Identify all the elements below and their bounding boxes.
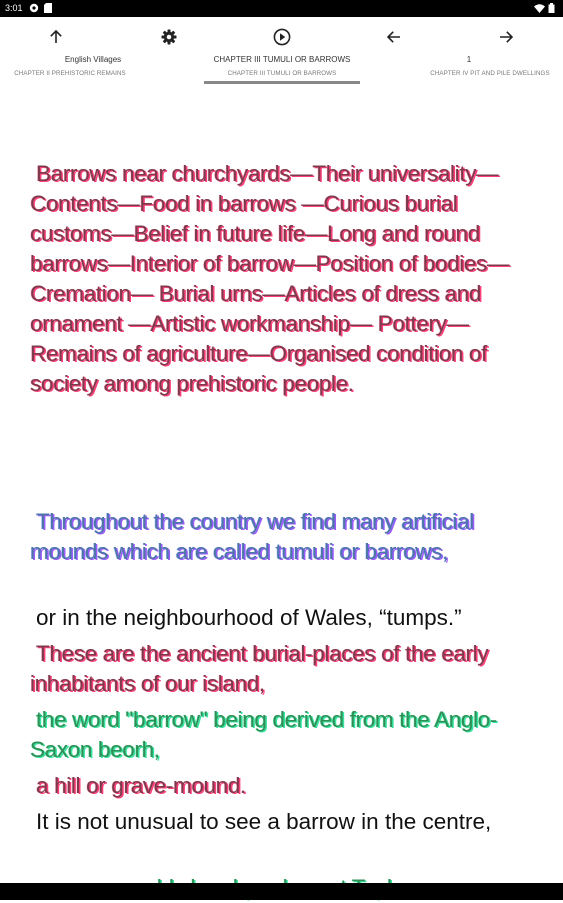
arrow-left-icon	[387, 30, 401, 44]
wifi-icon	[534, 5, 548, 15]
gear-icon	[161, 29, 177, 45]
current-chapter-title[interactable]: CHAPTER III TUMULI OR BARROWS	[213, 55, 351, 64]
reader-toolbar	[0, 17, 563, 87]
previous-chapter-link[interactable]: CHAPTER II PREHISTORIC REMAINS	[14, 70, 126, 77]
previous-page-button[interactable]	[381, 26, 407, 48]
page-number: 1	[466, 55, 472, 64]
arrow-up-icon	[49, 30, 63, 44]
notification-icon	[29, 3, 39, 15]
arrow-right-icon	[499, 30, 513, 44]
status-bar	[0, 0, 563, 17]
current-chapter-indicator	[204, 81, 360, 84]
reader-content[interactable]	[0, 87, 563, 883]
status-icons	[534, 3, 555, 15]
current-chapter-link[interactable]: CHAPTER III TUMULI OR BARROWS	[227, 70, 337, 77]
chapter-summary[interactable]: Barrows near churchyards—Their universality—Contents—Food in barrows —Curious burial customs—Belief in future life—Long and round barrows—Interior of barrow—Position of bodies—Cremation— Burial urns—Articles of dress and ornament —Artistic workmanship— Pottery—Remains of agriculture—Organised condition of society among prehistoric people.	[30, 161, 510, 396]
highlighted-sentence[interactable]: Throughout the country we find many artificial mounds which are called tumuli or barrows,	[30, 509, 474, 564]
sentence[interactable]: It is not unusual to see a barrow in the centre,	[36, 809, 492, 834]
highlighted-sentence[interactable]: These are the ancient burial-places of the early inhabitants of our island,	[30, 641, 489, 696]
play-circle-icon	[273, 28, 291, 46]
book-title[interactable]: English Villages	[64, 55, 122, 64]
status-time: 3:01	[5, 3, 23, 13]
sim-card-icon	[44, 3, 52, 15]
highlighted-sentence[interactable]: the word "barrow" being derived from the Anglo-Saxon beorh,	[30, 707, 498, 762]
sentence[interactable]: or in the neighbourhood of Wales, “tumps.”	[36, 605, 462, 630]
play-button[interactable]	[269, 26, 295, 48]
next-page-button[interactable]	[493, 26, 519, 48]
navigation-bar	[0, 883, 563, 900]
up-arrow-button[interactable]	[43, 26, 69, 48]
highlighted-sentence[interactable]: a hill or grave-mound.	[36, 773, 246, 798]
settings-button[interactable]	[156, 26, 182, 48]
next-chapter-link[interactable]: CHAPTER IV PIT AND PILE DWELLINGS	[430, 70, 550, 77]
battery-icon	[548, 5, 555, 15]
